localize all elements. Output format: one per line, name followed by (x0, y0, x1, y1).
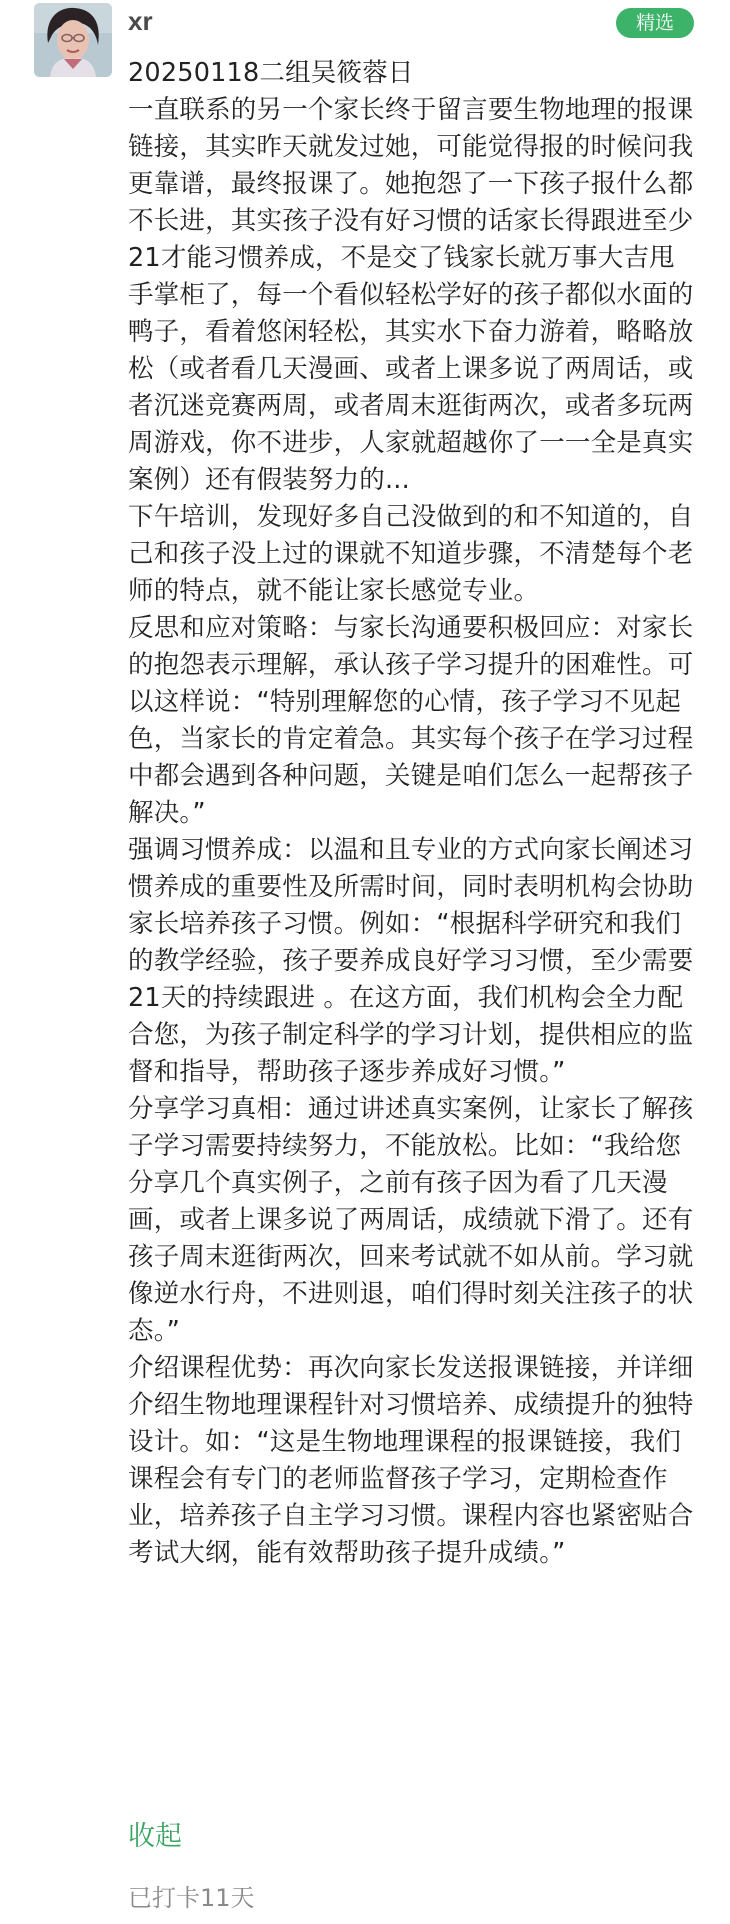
post-paragraph: 一直联系的另一个家长终于留言要生物地理的报课链接，其实昨天就发过她，可能觉得报的时候问我更靠谱，最终报课了。她抱怨了一下孩子报什么都不长进，其实孩子没有好习惯的话家长得跟进至少21才能习惯养成，不是交了钱家长就万事大吉甩手掌柜了，每一个看似轻松学好的孩子都似水面的鸭子，看着悠闲轻松，其实水下奋力游着，略略放松（或者看几天漫画、或者上课多说了两周话，或者沉迷竞赛两周，或者周末逛街两次，或者多玩两周游戏，你不进步，人家就超越你了一一全是真实案例）还有假装努力的... (128, 95, 694, 495)
checkin-status: 已打卡11天 (128, 1884, 255, 1912)
collapse-button[interactable]: 收起 (128, 1821, 182, 1852)
post-paragraph: 分享学习真相：通过讲述真实案例，让家长了解孩子学习需要持续努力，不能放松。比如：“我给您分享几个真实例子，之前有孩子因为看了几天漫画，或者上课多说了两周话，成绩就下滑了。还有孩子周末逛街两次，回来考试就不如从前。学习就像逆水行舟，不进则退，咱们得时刻关注孩子的状态。” (128, 1094, 694, 1346)
featured-badge: 精选 (616, 8, 694, 38)
post-paragraph: 介绍课程优势：再次向家长发送报课链接，并详细介绍生物地理课程针对习惯培养、成绩提升的独特设计。如：“这是生物地理课程的报课链接，我们课程会有专门的老师监督孩子学习，定期检查作业，培养孩子自主学习习惯。课程内容也紧密贴合考试大纲，能有效帮助孩子提升成绩。” (128, 1353, 694, 1568)
avatar[interactable] (34, 3, 112, 77)
username[interactable]: xr (128, 6, 153, 36)
post-paragraph: 强调习惯养成：以温和且专业的方式向家长阐述习惯养成的重要性及所需时间，同时表明机构会协助家长培养孩子习惯。例如：“根据科学研究和我们的教学经验，孩子要养成良好学习习惯，至少需要21天的持续跟进 。在这方面，我们机构会全力配合您，为孩子制定科学的学习计划，提供相应的监督和指导，帮助孩子逐步养成好习惯。” (128, 835, 694, 1087)
post-paragraph: 反思和应对策略：与家长沟通要积极回应：对家长的抱怨表示理解，承认孩子学习提升的困难性。可以这样说：“特别理解您的心情，孩子学习不见起色，当家长的肯定着急。其实每个孩子在学习过程中都会遇到各种问题，关键是咱们怎么一起帮孩子解决。” (128, 613, 694, 828)
avatar-photo-icon (34, 3, 112, 77)
post-content (128, 55, 700, 1572)
post-paragraph: 下午培训，发现好多自己没做到的和不知道的，自己和孩子没上过的课就不知道步骤，不清楚每个老师的特点，就不能让家长感觉专业。 (128, 502, 694, 606)
post-title: 20250118二组吴筱蓉日 (128, 58, 414, 88)
